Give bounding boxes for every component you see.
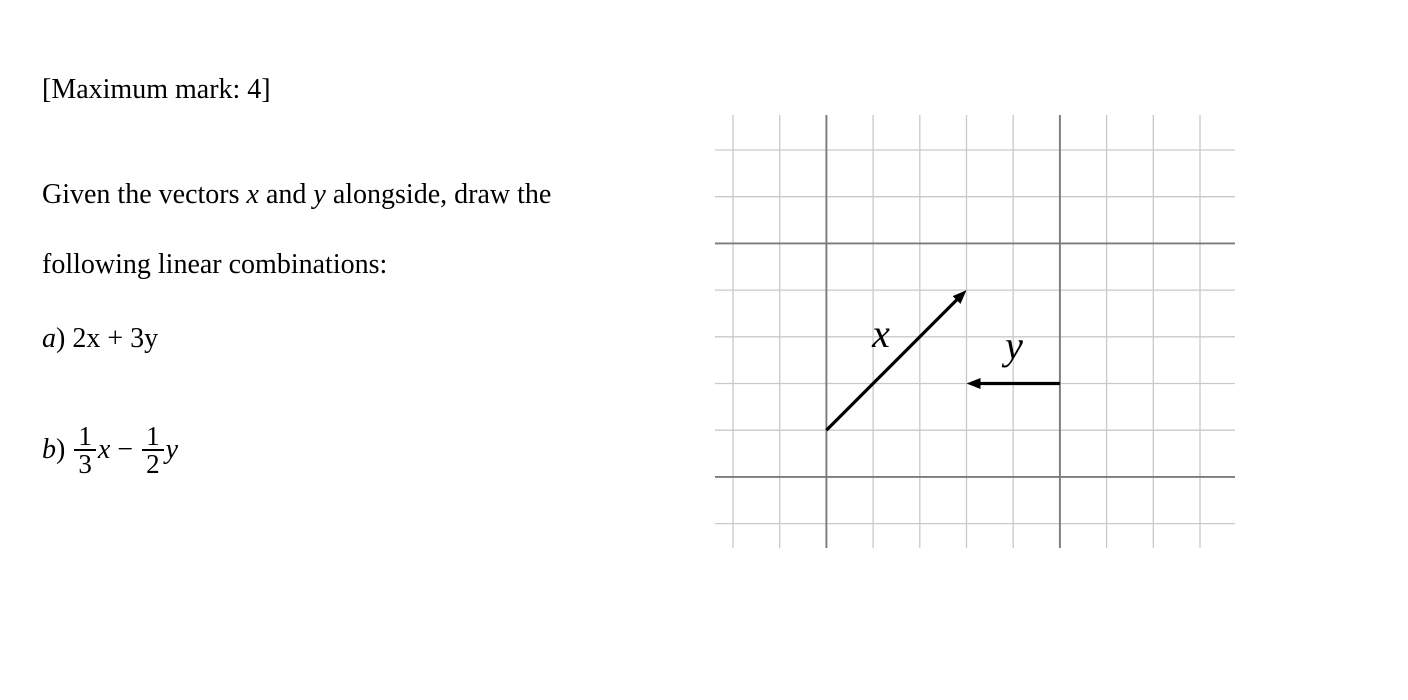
vector-y-arrowhead-icon bbox=[967, 378, 981, 389]
item-b-paren: ) bbox=[56, 434, 73, 465]
vector-x-symbol: x bbox=[246, 179, 259, 210]
item-b-operator: − bbox=[110, 434, 141, 465]
intro-text-pre: Given the vectors bbox=[42, 179, 247, 210]
vector-y-label: y bbox=[1005, 323, 1023, 368]
vector-grid-figure bbox=[714, 113, 1237, 550]
item-b-var-y: y bbox=[165, 434, 178, 465]
item-b-var-x: x bbox=[97, 434, 111, 465]
item-a-paren: ) bbox=[56, 323, 73, 354]
fraction-one-half-numerator: 1 bbox=[142, 423, 164, 451]
item-a-expression: 2x + 3y bbox=[72, 323, 159, 354]
intro-text-post: alongside, draw the bbox=[325, 179, 552, 210]
intro-line-1 bbox=[42, 179, 551, 211]
fraction-one-third-numerator: 1 bbox=[74, 423, 96, 451]
grid-svg bbox=[714, 113, 1237, 550]
item-b-line bbox=[42, 423, 178, 477]
fraction-one-half-denominator: 2 bbox=[146, 449, 160, 479]
vector-x-label: x bbox=[872, 311, 890, 356]
fraction-one-third bbox=[74, 423, 96, 477]
intro-line-2: following linear combinations: bbox=[42, 249, 388, 280]
maximum-mark-line: [Maximum mark: 4] bbox=[42, 74, 271, 105]
item-b-label: b bbox=[42, 434, 56, 465]
vector-y-symbol: y bbox=[313, 179, 326, 210]
fraction-one-third-denominator: 3 bbox=[78, 449, 92, 479]
intro-text-and: and bbox=[258, 179, 314, 210]
item-a-label: a bbox=[42, 323, 56, 354]
fraction-one-half bbox=[142, 423, 164, 477]
item-a-line bbox=[42, 323, 158, 355]
vector-x-shaft bbox=[826, 296, 960, 430]
